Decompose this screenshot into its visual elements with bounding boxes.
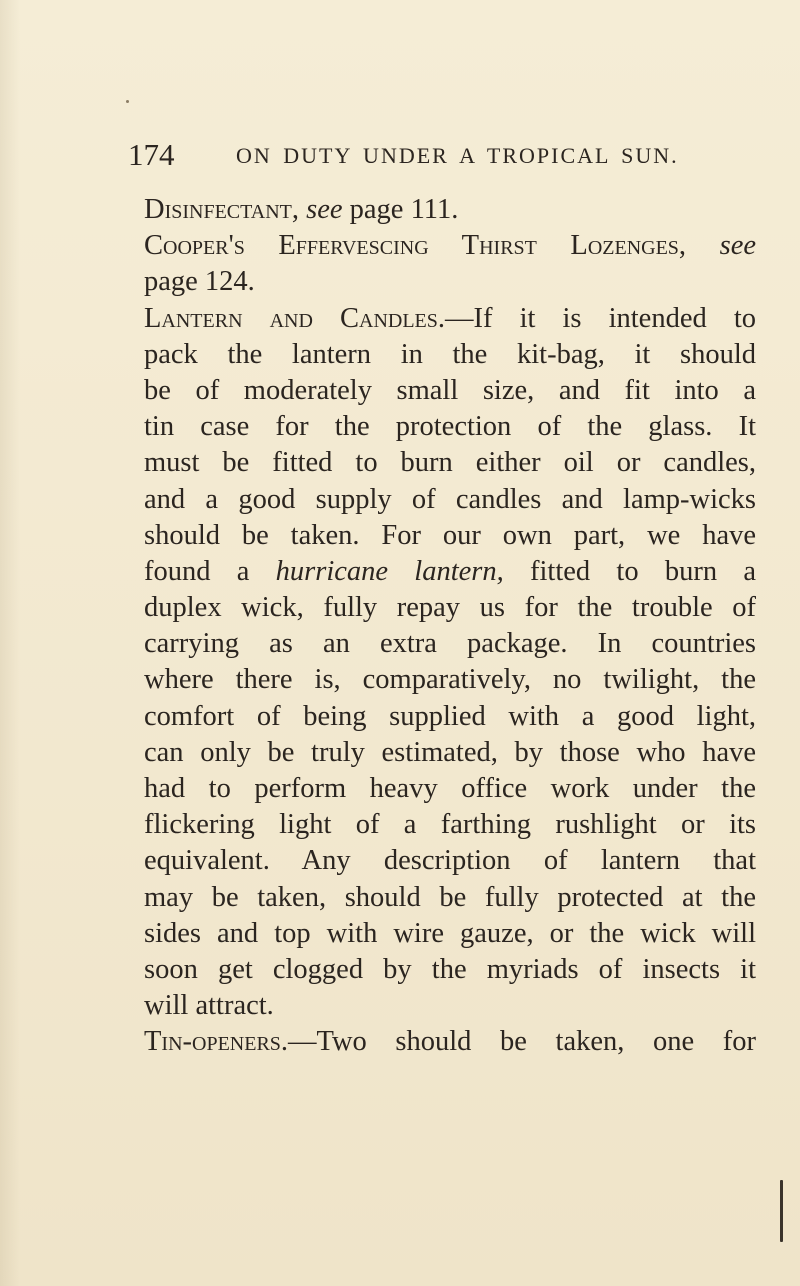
text-run bbox=[686, 230, 720, 261]
text-line bbox=[144, 807, 756, 843]
text-line bbox=[144, 880, 756, 916]
text-run: and a good supply of candles and lamp-wicks bbox=[144, 483, 756, 515]
italic-text: hurricane lantern, bbox=[275, 555, 504, 587]
text-line bbox=[144, 735, 756, 771]
text-line bbox=[144, 518, 756, 554]
entry-heading: Cooper's Effervescing Thirst Lozenges, bbox=[144, 230, 687, 262]
text-line bbox=[144, 264, 756, 300]
text-line bbox=[144, 916, 756, 952]
text-line bbox=[144, 590, 756, 626]
text-line bbox=[144, 1024, 756, 1060]
text-line bbox=[144, 771, 756, 807]
text-line bbox=[144, 409, 756, 445]
text-run: tin case for the protection of the glass. It bbox=[144, 411, 756, 443]
text-line bbox=[144, 301, 756, 337]
page-number: 174 bbox=[128, 137, 175, 172]
text-line bbox=[144, 445, 756, 481]
text-line bbox=[144, 843, 756, 879]
text-run: fitted to burn a bbox=[503, 555, 756, 587]
text-line bbox=[144, 662, 756, 698]
italic-text: see bbox=[719, 230, 756, 262]
text-run: equivalent. Any description of lantern that bbox=[144, 845, 756, 877]
body-text bbox=[144, 192, 756, 1061]
text-run: page 111. bbox=[342, 194, 459, 225]
ink-speck bbox=[126, 100, 129, 103]
text-line bbox=[144, 482, 756, 518]
text-run: sides and top with wire gauze, or the wick will bbox=[144, 917, 756, 949]
text-run: can only be truly estimated, by those who have bbox=[144, 736, 756, 768]
text-run: may be taken, should be fully protected at the bbox=[144, 881, 756, 913]
text-line bbox=[144, 228, 756, 264]
text-line bbox=[144, 554, 756, 590]
entry-heading: Tin-openers. bbox=[144, 1026, 289, 1058]
text-run: had to perform heavy office work under the bbox=[144, 773, 756, 804]
entry-heading: Lantern and Candles. bbox=[144, 302, 446, 334]
text-run: —Two should be taken, one for bbox=[288, 1026, 756, 1058]
text-run: found a bbox=[144, 555, 276, 587]
italic-text: see bbox=[306, 194, 343, 225]
text-run: where there is, comparatively, no twilight, the bbox=[144, 664, 756, 696]
text-line bbox=[144, 988, 756, 1024]
text-run: will attract. bbox=[144, 990, 274, 1022]
text-run: comfort of being supplied with a good light, bbox=[144, 700, 756, 732]
text-line bbox=[144, 373, 756, 409]
text-line bbox=[144, 952, 756, 988]
text-run: flickering light of a farthing rushlight or its bbox=[144, 809, 756, 841]
text-line bbox=[144, 192, 756, 228]
text-line bbox=[144, 626, 756, 662]
running-title: ON DUTY UNDER A TROPICAL SUN. bbox=[236, 143, 679, 168]
text-run: pack the lantern in the kit-bag, it should bbox=[144, 338, 756, 370]
text-line bbox=[144, 337, 756, 373]
text-run: duplex wick, fully repay us for the trouble of bbox=[144, 592, 756, 624]
text-run: page 124. bbox=[144, 266, 255, 298]
text-run: carrying as an extra package. In countries bbox=[144, 628, 756, 660]
entry-heading: Disinfectant, bbox=[144, 194, 299, 225]
text-run: must be fitted to burn either oil or candles, bbox=[144, 447, 756, 479]
text-run: —If it is intended to bbox=[445, 302, 756, 334]
text-run: be of moderately small size, and fit into a bbox=[144, 374, 756, 406]
running-head bbox=[128, 135, 688, 175]
text-run: soon get clogged by the myriads of insects it bbox=[144, 953, 756, 985]
text-run: should be taken. For our own part, we have bbox=[144, 519, 756, 551]
text-line bbox=[144, 699, 756, 735]
margin-rule-mark bbox=[780, 1180, 783, 1242]
